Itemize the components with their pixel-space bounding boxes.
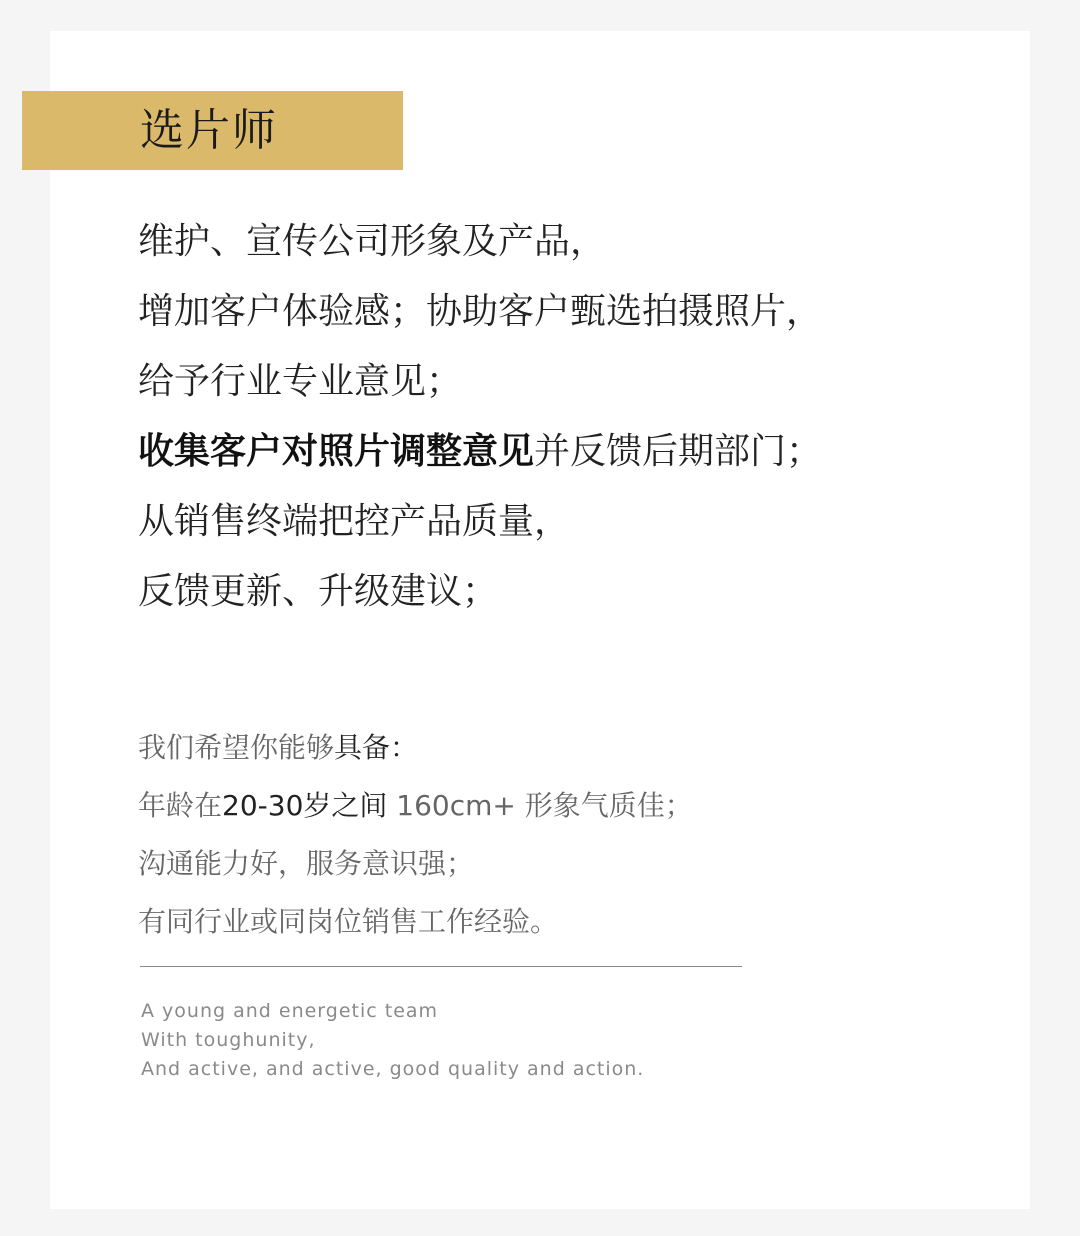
requirements-list: [138, 719, 1018, 951]
requirement-age: [138, 777, 1018, 835]
duties-list: [138, 207, 1018, 627]
duty-text: 并反馈后期部门；: [534, 431, 823, 472]
divider: [140, 966, 742, 967]
requirements-intro-text: 我们希望你能够: [138, 731, 335, 764]
requirements-intro-highlight: 具备: [334, 731, 391, 764]
duty-line: 维护、宣传公司形象及产品，: [138, 221, 607, 262]
title-banner: [22, 91, 403, 170]
requirement-age-prefix: 年龄在: [138, 789, 223, 822]
duty-line: 从销售终端把控产品质量，: [138, 501, 571, 542]
slogan-line: With toughunity,: [141, 1029, 316, 1051]
duty-line: 给予行业专业意见；: [138, 361, 463, 402]
slogan: [141, 997, 941, 1084]
duty-highlight: 收集客户对照片调整意见: [138, 431, 535, 472]
requirements-intro: [138, 719, 1018, 777]
requirement-experience: 有同行业或同岗位销售工作经验。: [138, 905, 559, 938]
requirements-intro-colon: ：: [390, 731, 419, 764]
page-title: 选片师: [140, 105, 278, 156]
duty-line: 增加客户体验感；协助客户甄选拍摄照片，: [138, 291, 823, 332]
duty-line: 反馈更新、升级建议；: [138, 571, 499, 612]
requirement-age-suffix: 160cm+ 形象气质佳；: [387, 789, 693, 822]
requirement-skills: 沟通能力好，服务意识强；: [138, 847, 475, 880]
slogan-line: And active, and active, good quality and action.: [141, 1058, 645, 1080]
duty-line: [138, 417, 1018, 487]
slogan-line: A young and energetic team: [141, 1000, 439, 1022]
requirement-age-range: 20-30岁之间: [222, 789, 388, 822]
